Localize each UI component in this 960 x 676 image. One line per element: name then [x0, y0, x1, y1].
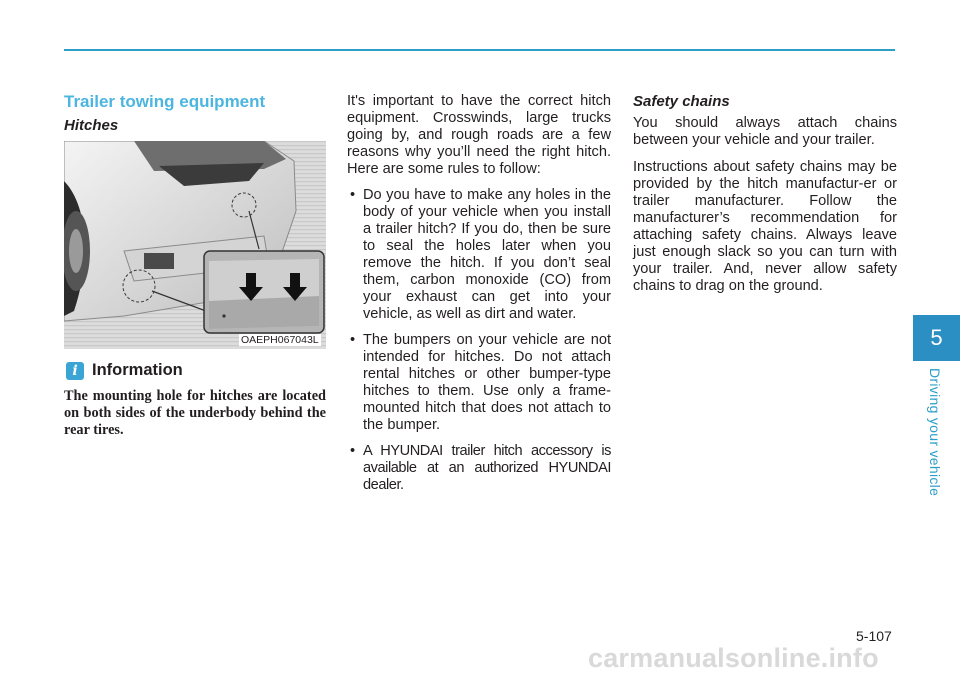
list-item-text: A HYUNDAI trailer hitch accessory is available at an authorized HYUNDAI dealer.	[363, 443, 611, 493]
list-item-text: Do you have to make any holes in the body of your vehicle when you install a trailer hitch? If you do, then be sure to seal the holes later when you remove the hitch. If you don’t seal them, carbon monoxide (CO) from your exhaust can get into your vehicle, as well as dirt and water.	[363, 187, 611, 322]
intro-paragraph: It's important to have the correct hitch equipment. Crosswinds, large trucks going by, and rough roads are a few reasons why you’ll need the right hitch. Here are some rules to follow:	[347, 93, 611, 177]
header-rule	[64, 49, 895, 51]
paragraph: Instructions about safety chains may be provided by the hitch manufactur-er or trailer manufacturer. Follow the manufacturer’s recommendation for attaching safety chains. Always leave just enough slack so you can turn with your trailer. And, never allow safety chains to drag on the ground.	[633, 159, 897, 294]
rules-list	[347, 187, 611, 494]
bullet-icon: •	[350, 332, 356, 348]
safety-chains-title: Safety chains	[633, 93, 730, 110]
watermark: carmanualsonline.info	[588, 643, 879, 673]
figure-code: OAEPH067043L	[241, 334, 319, 346]
chapter-number-tab: 5	[913, 315, 960, 361]
right-column	[633, 93, 897, 305]
list-item	[347, 332, 611, 434]
section-title: Trailer towing equipment	[64, 92, 266, 111]
info-text: The mounting hole for hitches are located on both sides of the underbody behind the rear tires.	[64, 388, 326, 438]
list-item	[347, 443, 611, 494]
bullet-icon: •	[350, 187, 356, 203]
hitch-figure	[64, 141, 326, 349]
chapter-label: Driving your vehicle	[927, 368, 943, 497]
middle-column	[347, 93, 611, 503]
car-rear-illustration	[64, 141, 326, 349]
subsection-title: Hitches	[64, 117, 119, 134]
list-item-text: The bumpers on your vehicle are not intended for hitches. Do not attach rental hitches or other bumper-type hitches to them. Use only a frame-mounted hitch that does not attach to the bumper.	[363, 332, 611, 433]
info-heading: Information	[92, 361, 183, 379]
info-icon: i	[66, 362, 84, 380]
list-item	[347, 187, 611, 323]
paragraph: You should always attach chains between your vehicle and your trailer.	[633, 115, 897, 148]
page-number: 5-107	[856, 628, 892, 644]
bullet-icon: •	[350, 443, 355, 459]
